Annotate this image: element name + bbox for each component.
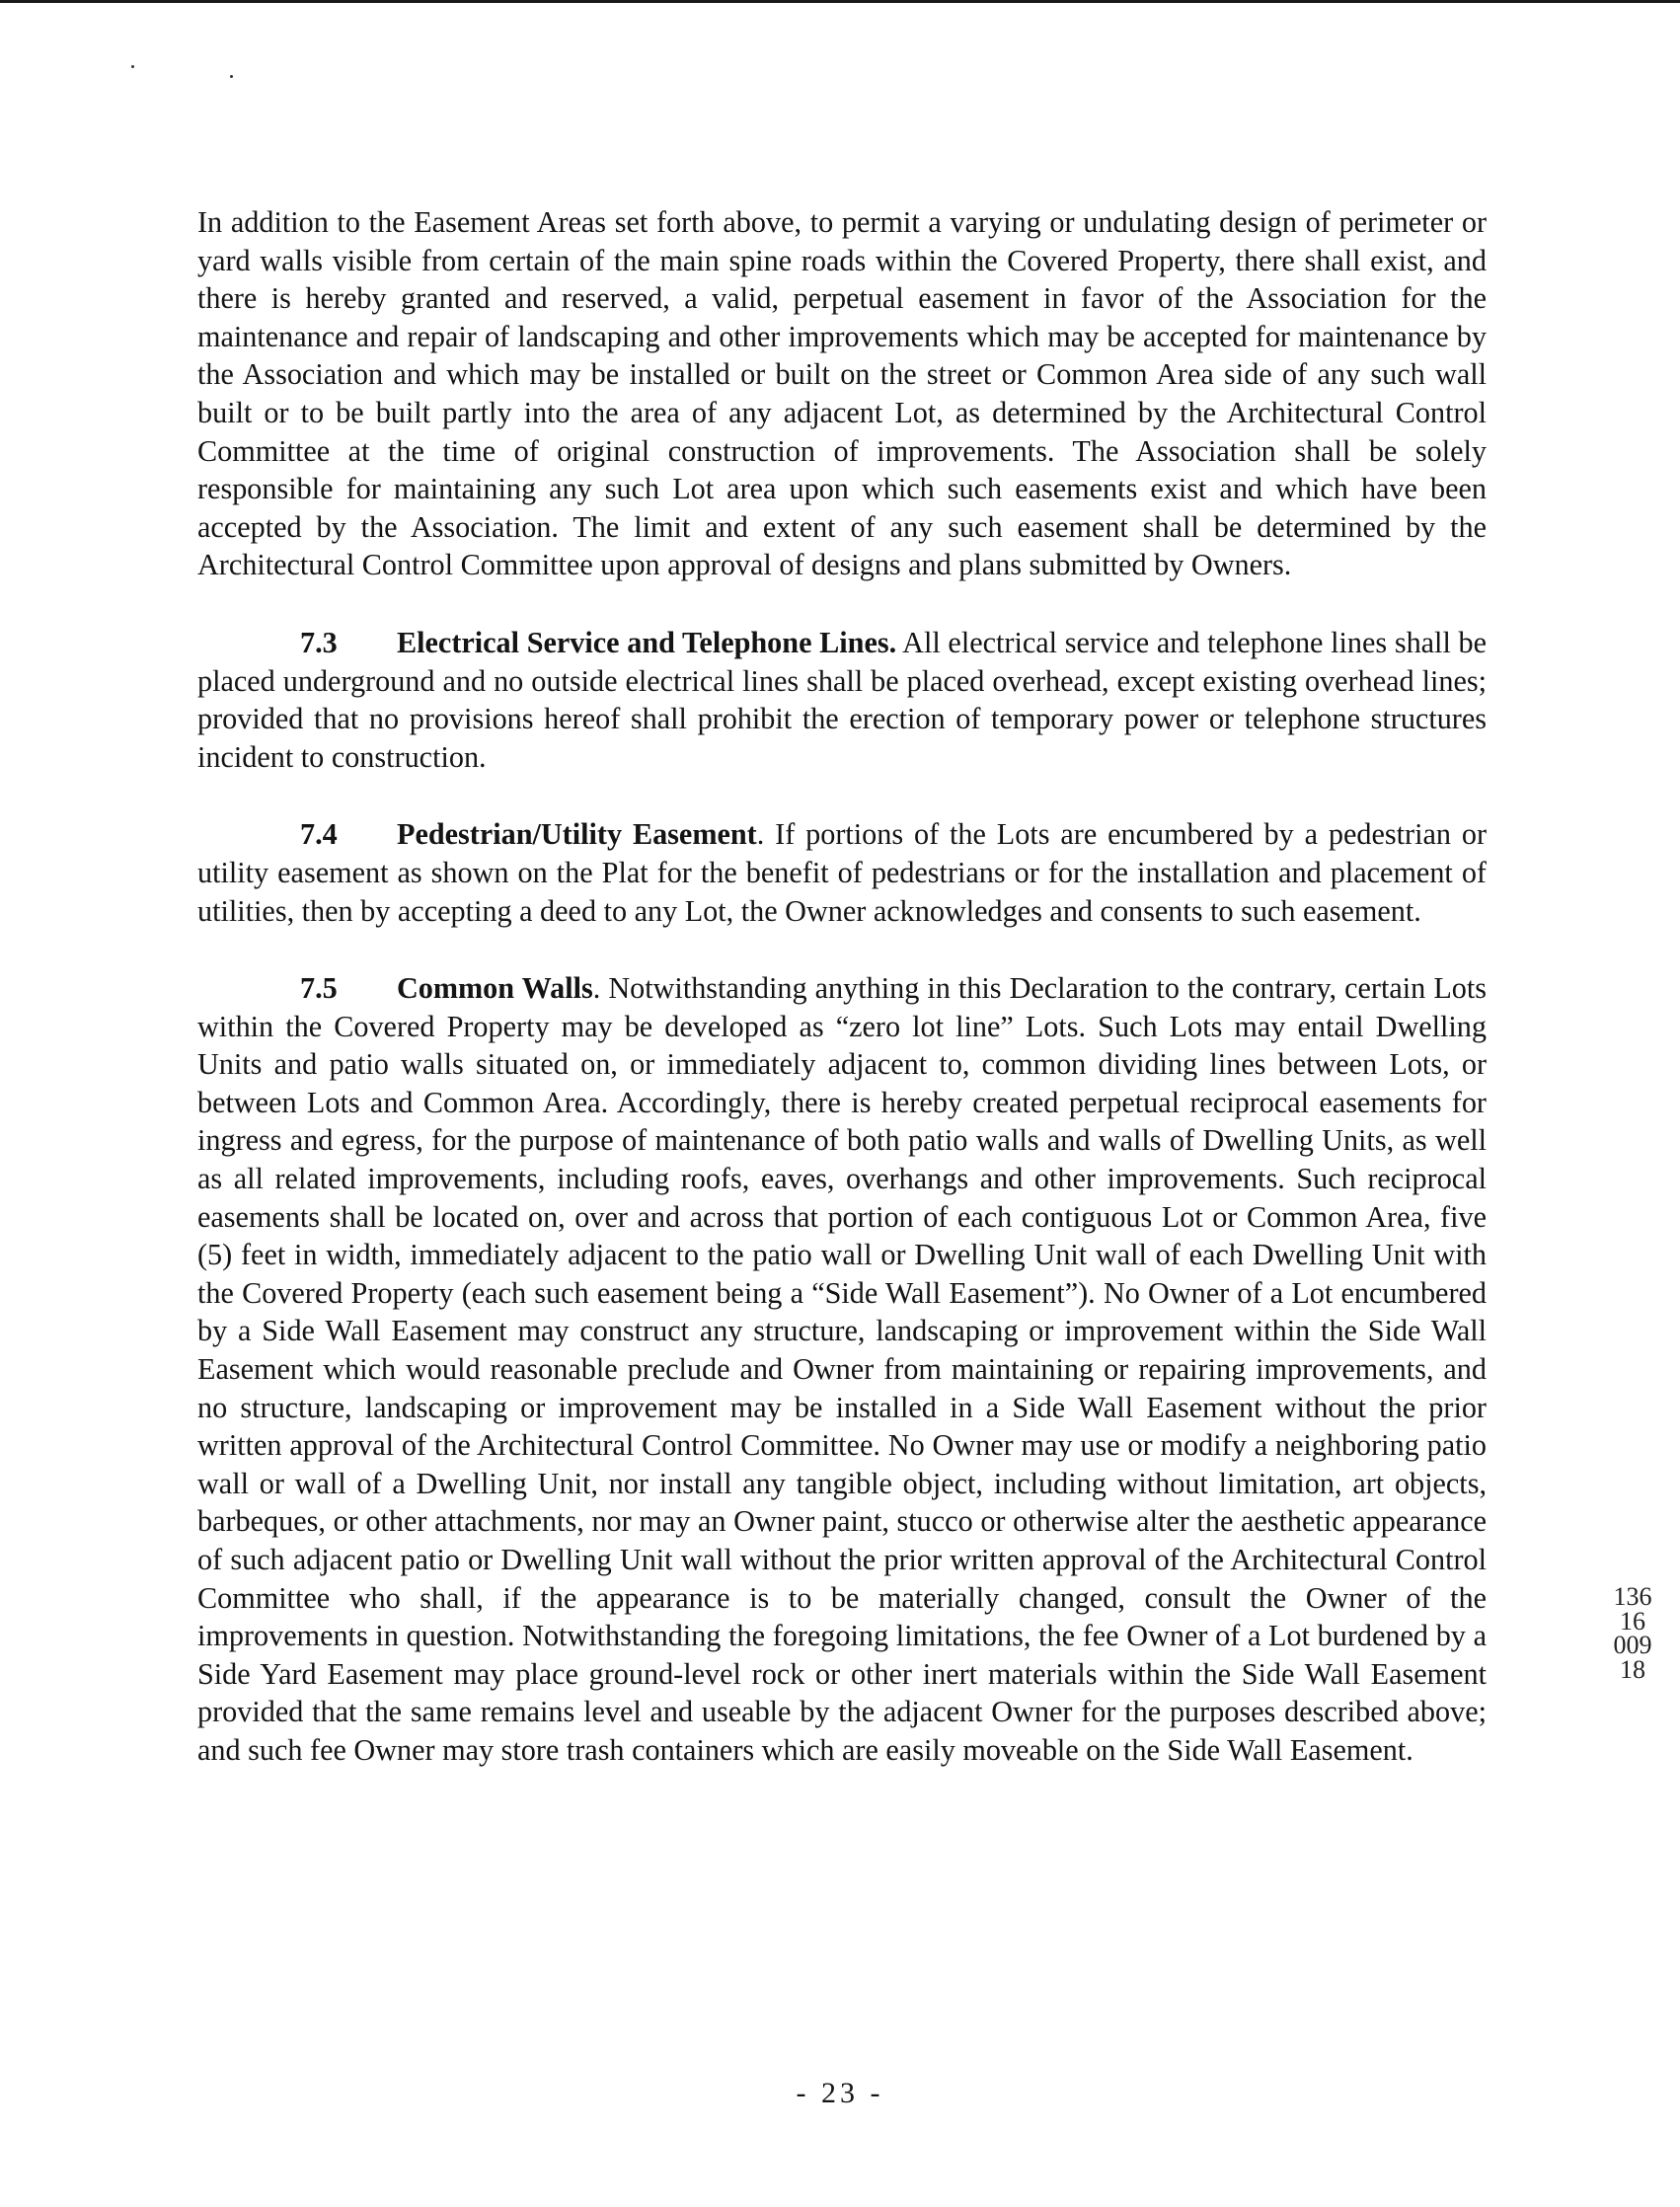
section-title: Pedestrian/Utility Easement bbox=[397, 817, 757, 852]
document-body bbox=[197, 203, 1487, 1770]
section-7-4 bbox=[197, 815, 1487, 930]
recording-stamp: 13616 00918 bbox=[1613, 1582, 1652, 1684]
section-title: Common Walls bbox=[397, 971, 593, 1006]
section-body: . If portions of the Lots are encumbered by a pedestrian or utility easement as shown on the Plat for the benefit of pedestrians or for the installation and placement of utilities, then by accepting a deed to any Lot, the Owner acknowledges and consents to such easement. bbox=[197, 817, 1487, 928]
section-body: . Notwithstanding anything in this Declaration to the contrary, certain Lots within the Covered Property may be developed as “zero lot line” Lots. Such Lots may entail Dwelling Units and patio walls situated on, or immediately adjacent to, common dividing lines between Lots, or between Lots and Common Area. Accordingly, there is hereby created perpetual reciprocal easements for ingress and egress, for the purpose of maintenance of both patio walls and walls of Dwelling Units, as well as all related improvements, including roofs, eaves, overhangs and other improvements. Such reciprocal easements shall be located on, over and across that portion of each contiguous Lot or Common Area, five (5) feet in width, immediately adjacent to the patio wall or Dwelling Unit wall of each Dwelling Unit with the Covered Property (each such easement being a “Side Wall Easement”). No Owner of a Lot encumbered by a Side Wall Easement may construct any structure, landscaping or improvement within the Side Wall Easement which would reasonable preclude and Owner from maintaining or repairing improvements, and no structure, landscaping or improvement may be installed in a Side Wall Easement without the prior written approval of the Architectural Control Committee. No Owner may use or modify a neighboring patio wall or wall of a Dwelling Unit, nor install any tangible object, including without limitation, art objects, barbeques, or other attachments, nor may an Owner paint, stucco or otherwise alter the aesthetic appearance of such adjacent patio or Dwelling Unit wall without the prior written approval of the Architectural Control Committee who shall, if the appearance is to be materially changed, consult the Owner of the improvements in question. Notwithstanding the foregoing limitations, the fee Owner of a Lot burdened by a Side Yard Easement may place ground-level rock or other inert materials within the Side Wall Easement provided that the same remains level and useable by the adjacent Owner for the purposes described above; and such fee Owner may store trash containers which are easily moveable on the Side Wall Easement. bbox=[197, 971, 1487, 1767]
page-number: - 23 - bbox=[796, 2077, 884, 2109]
scan-speck bbox=[131, 65, 134, 68]
section-title: Electrical Service and Telephone Lines. bbox=[397, 625, 897, 659]
section-body: All electrical service and telephone lines shall be placed underground and no outside electrical lines shall be placed overhead, except existing overhead lines; provided that no provisions hereof shall prohibit the erection of temporary power or telephone structures incident to construction. bbox=[197, 625, 1488, 774]
intro-paragraph: In addition to the Easement Areas set forth above, to permit a varying or undulating design of perimeter or yard walls visible from certain of the main spine roads within the Covered Property, there shall exist, and there is hereby granted and reserved, a valid, perpetual easement in favor of the Association for the maintenance and repair of landscaping and other improvements which may be accepted for maintenance by the Association and which may be installed or built on the street or Common Area side of any such wall built or to be built partly into the area of any adjacent Lot, as determined by the Architectural Control Committee at the time of original construction of improvements. The Association shall be solely responsible for maintaining any such Lot area upon which such easements exist and which have been accepted by the Association. The limit and extent of any such easement shall be determined by the Architectural Control Committee upon approval of designs and plans submitted by Owners. bbox=[197, 205, 1487, 582]
section-7-3 bbox=[197, 624, 1487, 776]
section-7-5 bbox=[197, 969, 1487, 1769]
section-number: 7.3 bbox=[300, 625, 338, 659]
scan-speck bbox=[230, 75, 233, 78]
section-number: 7.5 bbox=[300, 971, 338, 1006]
top-border-line bbox=[0, 0, 1680, 3]
section-number: 7.4 bbox=[300, 817, 338, 852]
